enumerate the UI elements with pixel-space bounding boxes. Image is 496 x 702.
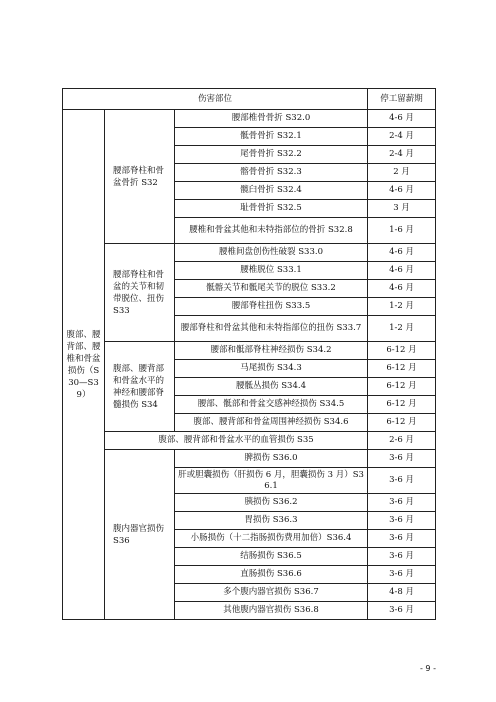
item-duration: 3-6 月 xyxy=(368,566,436,584)
item-name: 骶骨骨折 S32.1 xyxy=(175,128,368,146)
table-row xyxy=(63,432,436,450)
table-header-row xyxy=(63,89,436,110)
vessel-row-name: 腹部、腰背部和骨盆水平的血管损伤 S35 xyxy=(105,432,368,450)
item-duration: 4-6 月 xyxy=(368,110,436,128)
vessel-row-duration: 2-6 月 xyxy=(368,432,436,450)
item-name: 小肠损伤（十二指肠损伤费用加倍）S36.4 xyxy=(175,530,368,548)
item-duration: 4-6 月 xyxy=(368,280,436,298)
page-number: - 9 - xyxy=(420,664,436,673)
table-row xyxy=(63,450,436,468)
item-name: 直肠损伤 S36.6 xyxy=(175,566,368,584)
item-name: 结肠损伤 S36.5 xyxy=(175,548,368,566)
header-site: 伤害部位 xyxy=(63,89,368,110)
item-duration: 2-4 月 xyxy=(368,128,436,146)
item-duration: 2 月 xyxy=(368,164,436,182)
item-duration: 6-12 月 xyxy=(368,378,436,396)
item-duration: 3-6 月 xyxy=(368,602,436,620)
item-duration: 4-6 月 xyxy=(368,182,436,200)
item-duration: 1-6 月 xyxy=(368,218,436,244)
item-name: 腰骶丛损伤 S34.4 xyxy=(175,378,368,396)
item-name: 腰部、骶部和骨盆交感神经损伤 S34.5 xyxy=(175,396,368,414)
item-name: 髂骨骨折 S32.3 xyxy=(175,164,368,182)
item-duration: 6-12 月 xyxy=(368,396,436,414)
table-row xyxy=(63,110,436,128)
item-name: 骶髂关节和骶尾关节的脱位 S33.2 xyxy=(175,280,368,298)
item-name: 腰椎和骨盆其他和未特指部位的骨折 S32.8 xyxy=(175,218,368,244)
item-duration: 6-12 月 xyxy=(368,360,436,378)
item-name: 尾骨骨折 S32.2 xyxy=(175,146,368,164)
item-name: 脾损伤 S36.0 xyxy=(175,450,368,468)
item-duration: 3-6 月 xyxy=(368,548,436,566)
item-name: 耻骨骨折 S32.5 xyxy=(175,200,368,218)
group-label-s36: 腹内器官损伤 S36 xyxy=(105,450,175,620)
item-name: 腹部、腰背部和骨盆周围神经损伤 S34.6 xyxy=(175,414,368,432)
item-name: 腰部脊柱和骨盆其他和未特指部位的扭伤 S33.7 xyxy=(175,316,368,342)
item-name: 马尾损伤 S34.3 xyxy=(175,360,368,378)
region-label: 腹部、腰背部、腰椎和骨盆损伤（S30—S39） xyxy=(63,110,105,620)
group-label-s33: 腰部脊柱和骨盆的关节和韧带脱位、扭伤 S33 xyxy=(105,244,175,342)
item-duration: 1-2 月 xyxy=(368,316,436,342)
item-duration: 3-6 月 xyxy=(368,468,436,494)
item-duration: 3-6 月 xyxy=(368,494,436,512)
table-row xyxy=(63,244,436,262)
item-duration: 3 月 xyxy=(368,200,436,218)
group-label-s34: 腹部、腰背部和骨盆水平的神经和腰部脊髓损伤 S34 xyxy=(105,342,175,432)
item-name: 胰损伤 S36.2 xyxy=(175,494,368,512)
item-name: 腰部脊柱扭伤 S33.5 xyxy=(175,298,368,316)
group-label-s32: 腰部脊柱和骨盆骨折 S32 xyxy=(105,110,175,244)
item-duration: 6-12 月 xyxy=(368,414,436,432)
item-duration: 3-6 月 xyxy=(368,530,436,548)
item-name: 多个腹内器官损伤 S36.7 xyxy=(175,584,368,602)
header-duration: 停工留薪期 xyxy=(368,89,436,110)
item-name: 腰椎间盘创伤性破裂 S33.0 xyxy=(175,244,368,262)
item-name: 肝或胆囊损伤（肝损伤 6 月，胆囊损伤 3 月）S36.1 xyxy=(175,468,368,494)
item-duration: 3-6 月 xyxy=(368,512,436,530)
item-name: 腰部和骶部脊柱神经损伤 S34.2 xyxy=(175,342,368,360)
item-duration: 4-6 月 xyxy=(368,262,436,280)
item-duration: 3-6 月 xyxy=(368,450,436,468)
item-duration: 4-8 月 xyxy=(368,584,436,602)
item-duration: 4-6 月 xyxy=(368,244,436,262)
item-duration: 6-12 月 xyxy=(368,342,436,360)
item-name: 其他腹内器官损伤 S36.8 xyxy=(175,602,368,620)
injury-duration-table xyxy=(62,88,436,620)
item-name: 腰椎脱位 S33.1 xyxy=(175,262,368,280)
item-name: 腰部椎骨骨折 S32.0 xyxy=(175,110,368,128)
item-name: 胃损伤 S36.3 xyxy=(175,512,368,530)
table-row xyxy=(63,342,436,360)
item-name: 髋臼骨折 S32.4 xyxy=(175,182,368,200)
item-duration: 1-2 月 xyxy=(368,298,436,316)
item-duration: 2-4 月 xyxy=(368,146,436,164)
